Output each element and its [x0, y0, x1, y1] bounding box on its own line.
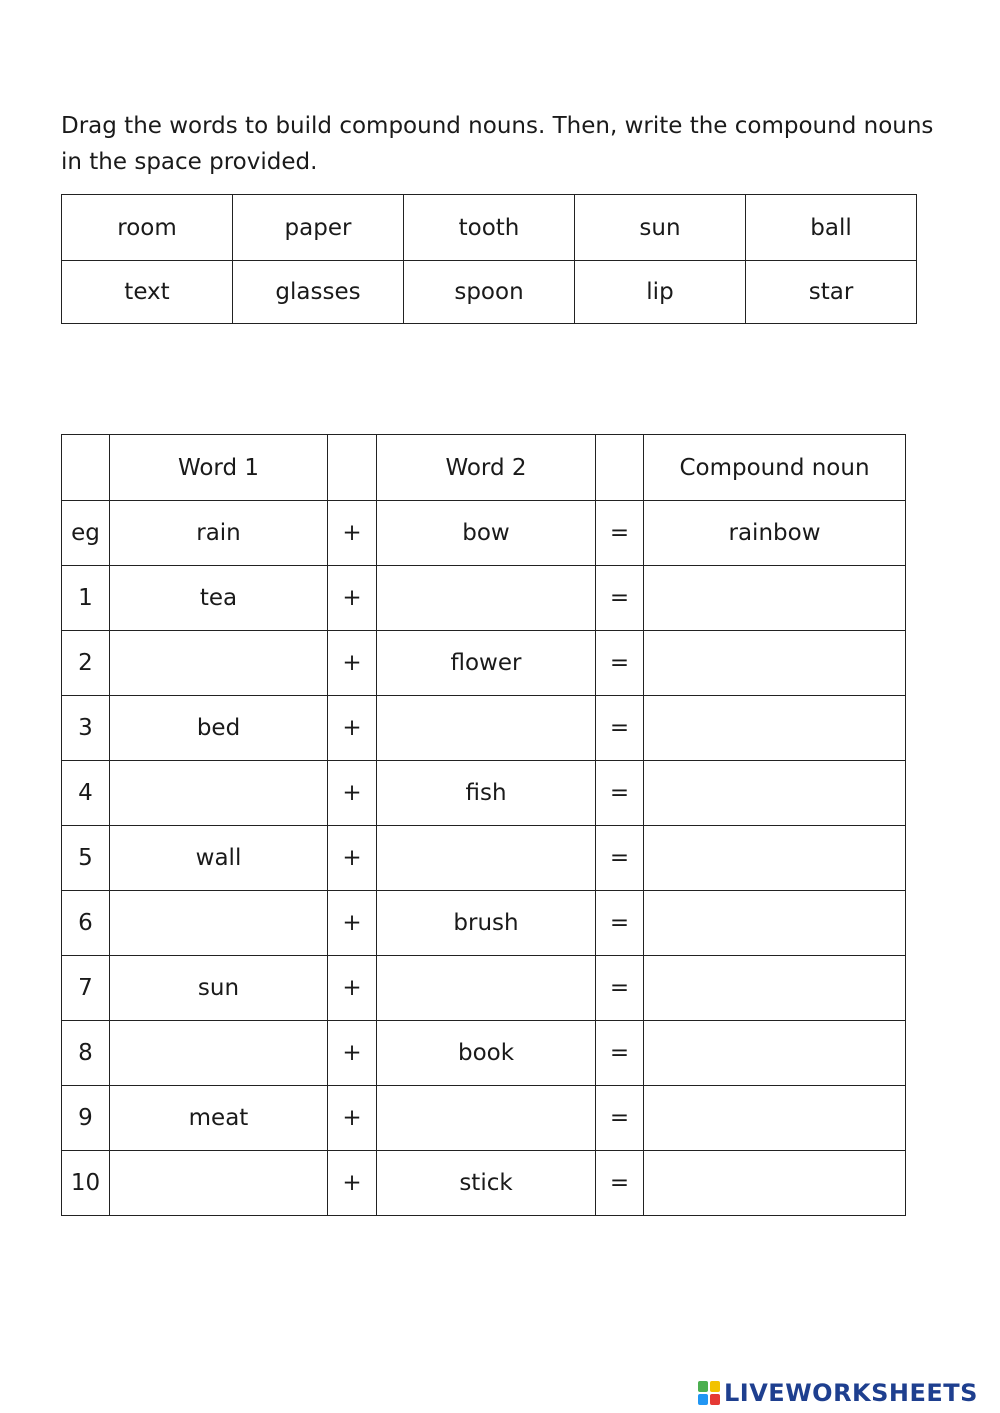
header-plus: [328, 435, 377, 501]
word1-cell: meat: [110, 1086, 328, 1151]
table-row: [62, 501, 906, 566]
word2-cell: bow: [377, 501, 596, 566]
plus-sign: +: [328, 761, 377, 826]
table-row: [62, 1021, 906, 1086]
table-row: [62, 631, 906, 696]
row-number: 8: [62, 1021, 110, 1086]
row-number: 2: [62, 631, 110, 696]
header-eq: [596, 435, 644, 501]
plus-sign: +: [328, 1021, 377, 1086]
equals-sign: =: [596, 826, 644, 891]
word-bank-row: [62, 195, 917, 261]
logo-square-yellow: [710, 1381, 720, 1392]
word1-drop-zone[interactable]: [110, 761, 328, 826]
row-number: 9: [62, 1086, 110, 1151]
word2-drop-zone[interactable]: [377, 566, 596, 631]
word1-drop-zone[interactable]: [110, 891, 328, 956]
word-bank-word[interactable]: lip: [575, 261, 746, 324]
compound-input[interactable]: [644, 696, 906, 761]
row-number: eg: [62, 501, 110, 566]
plus-sign: +: [328, 1151, 377, 1216]
word2-cell: book: [377, 1021, 596, 1086]
row-number: 4: [62, 761, 110, 826]
table-row: [62, 761, 906, 826]
liveworksheets-logo-icon: [698, 1381, 720, 1405]
table-row: [62, 956, 906, 1021]
logo-square-blue: [698, 1394, 708, 1405]
compound-input[interactable]: [644, 566, 906, 631]
equals-sign: =: [596, 891, 644, 956]
header-word2: Word 2: [377, 435, 596, 501]
table-row: [62, 1151, 906, 1216]
equals-sign: =: [596, 566, 644, 631]
compound-input[interactable]: [644, 826, 906, 891]
equals-sign: =: [596, 696, 644, 761]
compound-input[interactable]: [644, 631, 906, 696]
plus-sign: +: [328, 566, 377, 631]
word-bank-word[interactable]: ball: [746, 195, 917, 261]
word-bank-word[interactable]: glasses: [233, 261, 404, 324]
plus-sign: +: [328, 501, 377, 566]
table-row: [62, 891, 906, 956]
word2-cell: fish: [377, 761, 596, 826]
row-number: 10: [62, 1151, 110, 1216]
word-bank-word[interactable]: room: [62, 195, 233, 261]
plus-sign: +: [328, 891, 377, 956]
header-compound: Compound noun: [644, 435, 906, 501]
word1-cell: sun: [110, 956, 328, 1021]
word2-cell: brush: [377, 891, 596, 956]
compound-input[interactable]: [644, 956, 906, 1021]
word2-drop-zone[interactable]: [377, 956, 596, 1021]
word1-cell: bed: [110, 696, 328, 761]
equals-sign: =: [596, 501, 644, 566]
equals-sign: =: [596, 631, 644, 696]
word-bank-table: [61, 194, 917, 324]
row-number: 6: [62, 891, 110, 956]
word-bank-row: [62, 261, 917, 324]
liveworksheets-brand: [698, 1378, 978, 1408]
word1-drop-zone[interactable]: [110, 631, 328, 696]
word1-cell: wall: [110, 826, 328, 891]
header-num: [62, 435, 110, 501]
compound-input[interactable]: [644, 1086, 906, 1151]
word1-drop-zone[interactable]: [110, 1021, 328, 1086]
word2-drop-zone[interactable]: [377, 1086, 596, 1151]
word-bank-word[interactable]: tooth: [404, 195, 575, 261]
word2-cell: flower: [377, 631, 596, 696]
table-row: [62, 1086, 906, 1151]
word-bank-word[interactable]: paper: [233, 195, 404, 261]
word-bank-word[interactable]: spoon: [404, 261, 575, 324]
plus-sign: +: [328, 631, 377, 696]
equals-sign: =: [596, 1086, 644, 1151]
word1-cell: tea: [110, 566, 328, 631]
table-row: [62, 826, 906, 891]
equals-sign: =: [596, 1021, 644, 1086]
header-word1: Word 1: [110, 435, 328, 501]
compound-input[interactable]: [644, 761, 906, 826]
row-number: 1: [62, 566, 110, 631]
table-header-row: [62, 435, 906, 501]
compound-input[interactable]: [644, 891, 906, 956]
logo-square-green: [698, 1381, 708, 1392]
table-row: [62, 566, 906, 631]
compound-input[interactable]: [644, 1151, 906, 1216]
row-number: 5: [62, 826, 110, 891]
plus-sign: +: [328, 696, 377, 761]
equals-sign: =: [596, 1151, 644, 1216]
row-number: 3: [62, 696, 110, 761]
table-row: [62, 696, 906, 761]
compound-noun-table: [61, 434, 906, 1216]
compound-input[interactable]: [644, 1021, 906, 1086]
word2-cell: stick: [377, 1151, 596, 1216]
word-bank-word[interactable]: star: [746, 261, 917, 324]
word2-drop-zone[interactable]: [377, 696, 596, 761]
word-bank-word[interactable]: sun: [575, 195, 746, 261]
plus-sign: +: [328, 826, 377, 891]
plus-sign: +: [328, 1086, 377, 1151]
instructions: Drag the words to build compound nouns. Then, write the compound nouns in the space provided.: [61, 113, 934, 175]
word1-drop-zone[interactable]: [110, 1151, 328, 1216]
logo-square-red: [710, 1394, 720, 1405]
row-number: 7: [62, 956, 110, 1021]
compound-cell: rainbow: [644, 501, 906, 566]
word2-drop-zone[interactable]: [377, 826, 596, 891]
equals-sign: =: [596, 761, 644, 826]
equals-sign: =: [596, 956, 644, 1021]
word-bank-word[interactable]: text: [62, 261, 233, 324]
word1-cell: rain: [110, 501, 328, 566]
plus-sign: +: [328, 956, 377, 1021]
brand-name: LIVEWORKSHEETS: [724, 1379, 978, 1407]
